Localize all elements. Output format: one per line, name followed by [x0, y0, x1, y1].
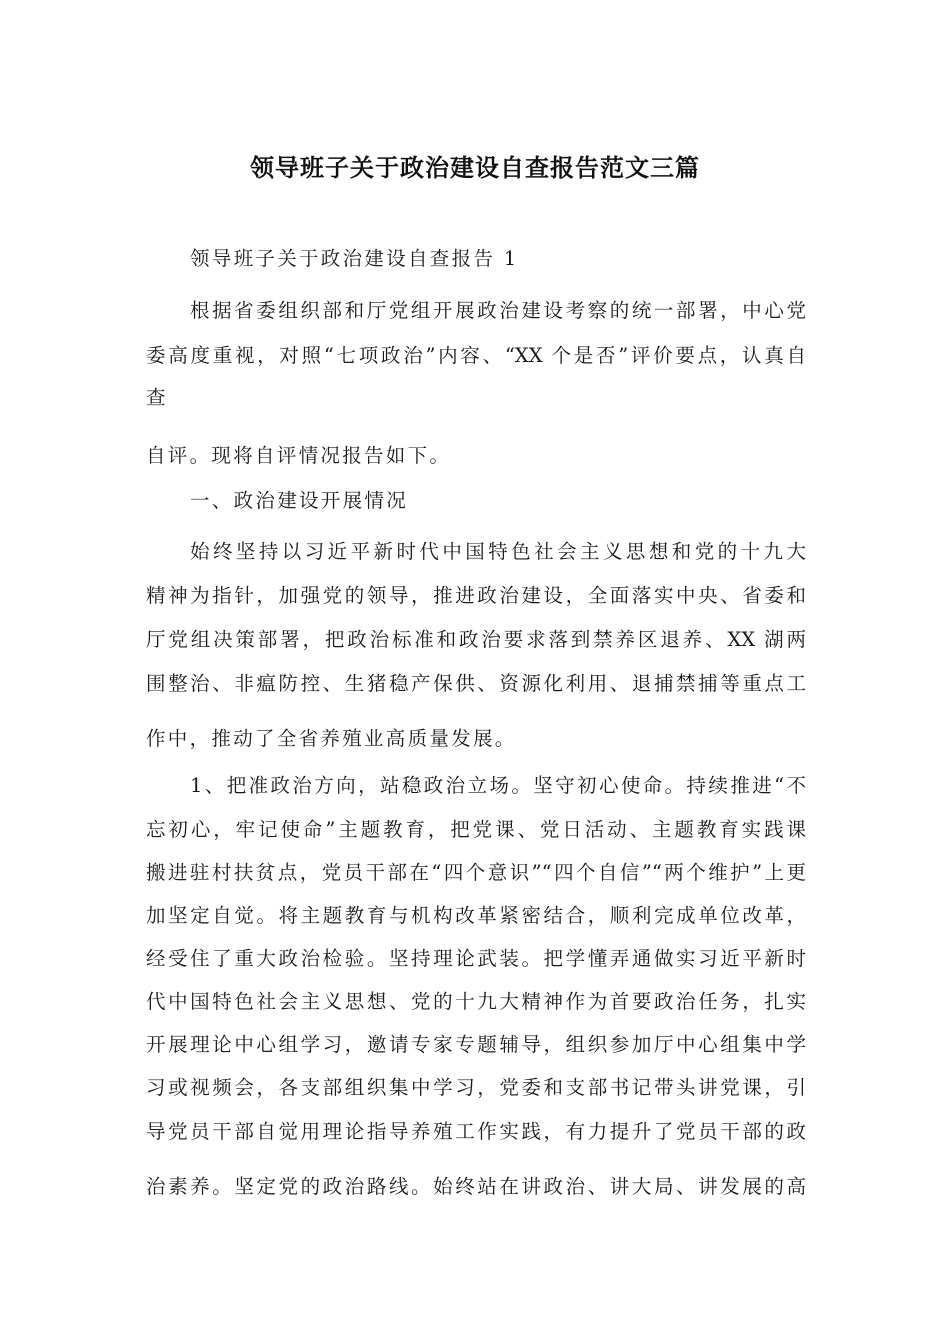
paragraph-line: 1、把准政治方向，站稳政治立场。坚守初心使命。持续推进“不	[190, 774, 806, 797]
paragraph-line: 经受住了重大政治检验。坚持理论武装。把学懂弄通做实习近平新时	[146, 947, 806, 970]
paragraph-line: 治素养。坚定党的政治路线。始终站在讲政治、讲大局、讲发展的高	[146, 1175, 806, 1198]
paragraph-line: 代中国特色社会主义思想、党的十九大精神作为首要政治任务，扎实	[146, 990, 806, 1013]
paragraph-line: 精神为指针，加强党的领导，推进政治建设，全面落实中央、省委和	[146, 584, 806, 607]
section-heading: 一、政治建设开展情况	[190, 489, 409, 512]
paragraph-line: 搬进驻村扶贫点，党员干部在“四个意识”“四个自信”“两个维护”上更	[146, 861, 806, 884]
paragraph-line: 作中，推动了全省养殖业高质量发展。	[146, 727, 517, 750]
document-title: 领导班子关于政治建设自查报告范文三篇	[250, 154, 700, 182]
paragraph-line: 围整治、非瘟防控、生猪稳产保供、资源化利用、退捕禁捕等重点工	[146, 672, 806, 695]
paragraph-line: 忘初心，牢记使命”主题教育，把党课、党日活动、主题教育实践课	[146, 818, 806, 841]
report-subtitle: 领导班子关于政治建设自查报告 1	[190, 247, 519, 270]
paragraph-line: 根据省委组织部和厅党组开展政治建设考察的统一部署，中心党	[190, 299, 806, 322]
paragraph-line: 委高度重视，对照“七项政治”内容、“XX 个是否”评价要点，认真自	[146, 344, 806, 367]
paragraph-line: 导党员干部自觉用理论指导养殖工作实践，有力提升了党员干部的政	[146, 1120, 806, 1143]
paragraph-line: 厅党组决策部署，把政治标准和政治要求落到禁养区退养、XX 湖两	[146, 628, 806, 651]
paragraph-line: 查	[146, 386, 168, 409]
paragraph-line: 开展理论中心组学习，邀请专家专题辅导，组织参加厅中心组集中学	[146, 1033, 806, 1056]
paragraph-line: 自评。现将自评情况报告如下。	[146, 444, 452, 467]
paragraph-line: 始终坚持以习近平新时代中国特色社会主义思想和党的十九大	[190, 540, 806, 563]
paragraph-line: 习或视频会，各支部组织集中学习，党委和支部书记带头讲党课，引	[146, 1076, 806, 1099]
paragraph-line: 加坚定自觉。将主题教育与机构改革紧密结合，顺利完成单位改革，	[146, 904, 806, 927]
